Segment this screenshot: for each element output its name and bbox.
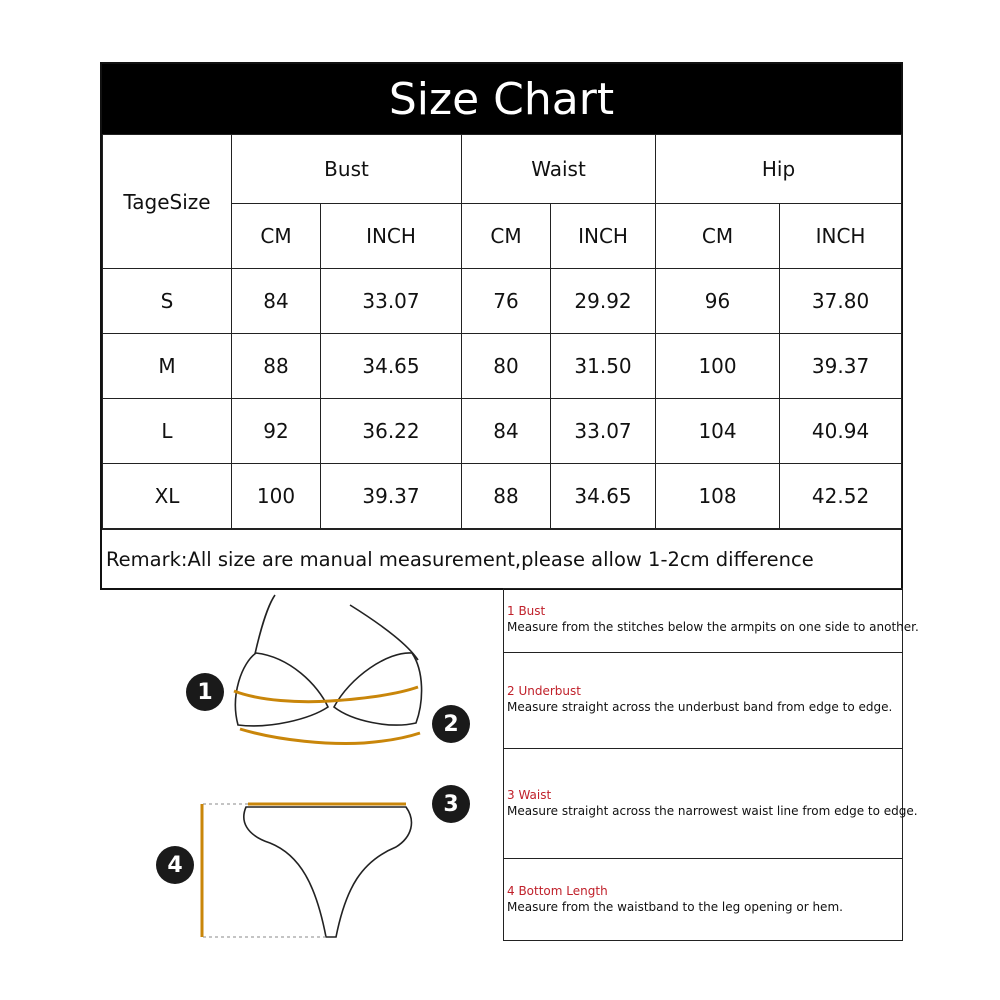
tag-size-header: TageSize bbox=[103, 135, 232, 269]
bottom-icon bbox=[244, 807, 412, 937]
size-cell: M bbox=[103, 334, 232, 399]
unit-header: INCH bbox=[321, 204, 462, 269]
size-cell: S bbox=[103, 269, 232, 334]
underbust-line bbox=[240, 729, 420, 743]
unit-header: INCH bbox=[551, 204, 656, 269]
group-header-row bbox=[103, 135, 902, 204]
measurement-diagram bbox=[150, 585, 490, 945]
measure-text: Measure straight across the narrowest waist line from edge to edge. bbox=[507, 804, 918, 818]
value-cell: 100 bbox=[656, 334, 780, 399]
size-cell: L bbox=[103, 399, 232, 464]
measure-title: 1 Bust bbox=[507, 604, 546, 618]
remark-text: Remark:All size are manual measurement,please allow 1-2cm difference bbox=[102, 529, 901, 588]
size-table bbox=[102, 134, 902, 529]
list-item bbox=[504, 749, 918, 859]
badge-1-icon: 1 bbox=[186, 673, 224, 711]
size-cell: XL bbox=[103, 464, 232, 529]
table-row bbox=[103, 269, 902, 334]
value-cell: 88 bbox=[462, 464, 551, 529]
bust-header: Bust bbox=[232, 135, 462, 204]
value-cell: 100 bbox=[232, 464, 321, 529]
value-cell: 108 bbox=[656, 464, 780, 529]
measure-text: Measure straight across the underbust band from edge to edge. bbox=[507, 700, 893, 714]
bikini-illustration bbox=[150, 585, 490, 945]
measure-title: 4 Bottom Length bbox=[507, 884, 608, 898]
value-cell: 88 bbox=[232, 334, 321, 399]
value-cell: 29.92 bbox=[551, 269, 656, 334]
value-cell: 84 bbox=[462, 399, 551, 464]
table-row bbox=[103, 399, 902, 464]
value-cell: 34.65 bbox=[321, 334, 462, 399]
unit-header: CM bbox=[232, 204, 321, 269]
measure-text: Measure from the waistband to the leg opening or hem. bbox=[507, 900, 843, 914]
top-cup-icon bbox=[235, 653, 328, 726]
waist-header: Waist bbox=[462, 135, 656, 204]
table-row bbox=[103, 464, 902, 529]
measure-title: 2 Underbust bbox=[507, 684, 581, 698]
value-cell: 39.37 bbox=[780, 334, 902, 399]
unit-header: CM bbox=[462, 204, 551, 269]
hip-header: Hip bbox=[656, 135, 902, 204]
unit-header: CM bbox=[656, 204, 780, 269]
badge-2-icon: 2 bbox=[432, 705, 470, 743]
value-cell: 84 bbox=[232, 269, 321, 334]
measurement-descriptions bbox=[503, 588, 919, 941]
badge-4-icon: 4 bbox=[156, 846, 194, 884]
list-item bbox=[504, 859, 902, 942]
value-cell: 33.07 bbox=[321, 269, 462, 334]
badge-3-icon: 3 bbox=[432, 785, 470, 823]
measure-text: Measure from the stitches below the armpits on one side to another. bbox=[507, 620, 919, 634]
size-chart bbox=[100, 62, 903, 590]
table-row bbox=[103, 334, 902, 399]
value-cell: 80 bbox=[462, 334, 551, 399]
list-item bbox=[504, 589, 919, 653]
value-cell: 31.50 bbox=[551, 334, 656, 399]
list-item bbox=[504, 653, 902, 749]
chart-title: Size Chart bbox=[102, 64, 901, 134]
value-cell: 39.37 bbox=[321, 464, 462, 529]
value-cell: 40.94 bbox=[780, 399, 902, 464]
value-cell: 104 bbox=[656, 399, 780, 464]
value-cell: 76 bbox=[462, 269, 551, 334]
value-cell: 36.22 bbox=[321, 399, 462, 464]
value-cell: 34.65 bbox=[551, 464, 656, 529]
unit-header: INCH bbox=[780, 204, 902, 269]
value-cell: 37.80 bbox=[780, 269, 902, 334]
measure-title: 3 Waist bbox=[507, 788, 552, 802]
value-cell: 96 bbox=[656, 269, 780, 334]
value-cell: 33.07 bbox=[551, 399, 656, 464]
value-cell: 92 bbox=[232, 399, 321, 464]
value-cell: 42.52 bbox=[780, 464, 902, 529]
